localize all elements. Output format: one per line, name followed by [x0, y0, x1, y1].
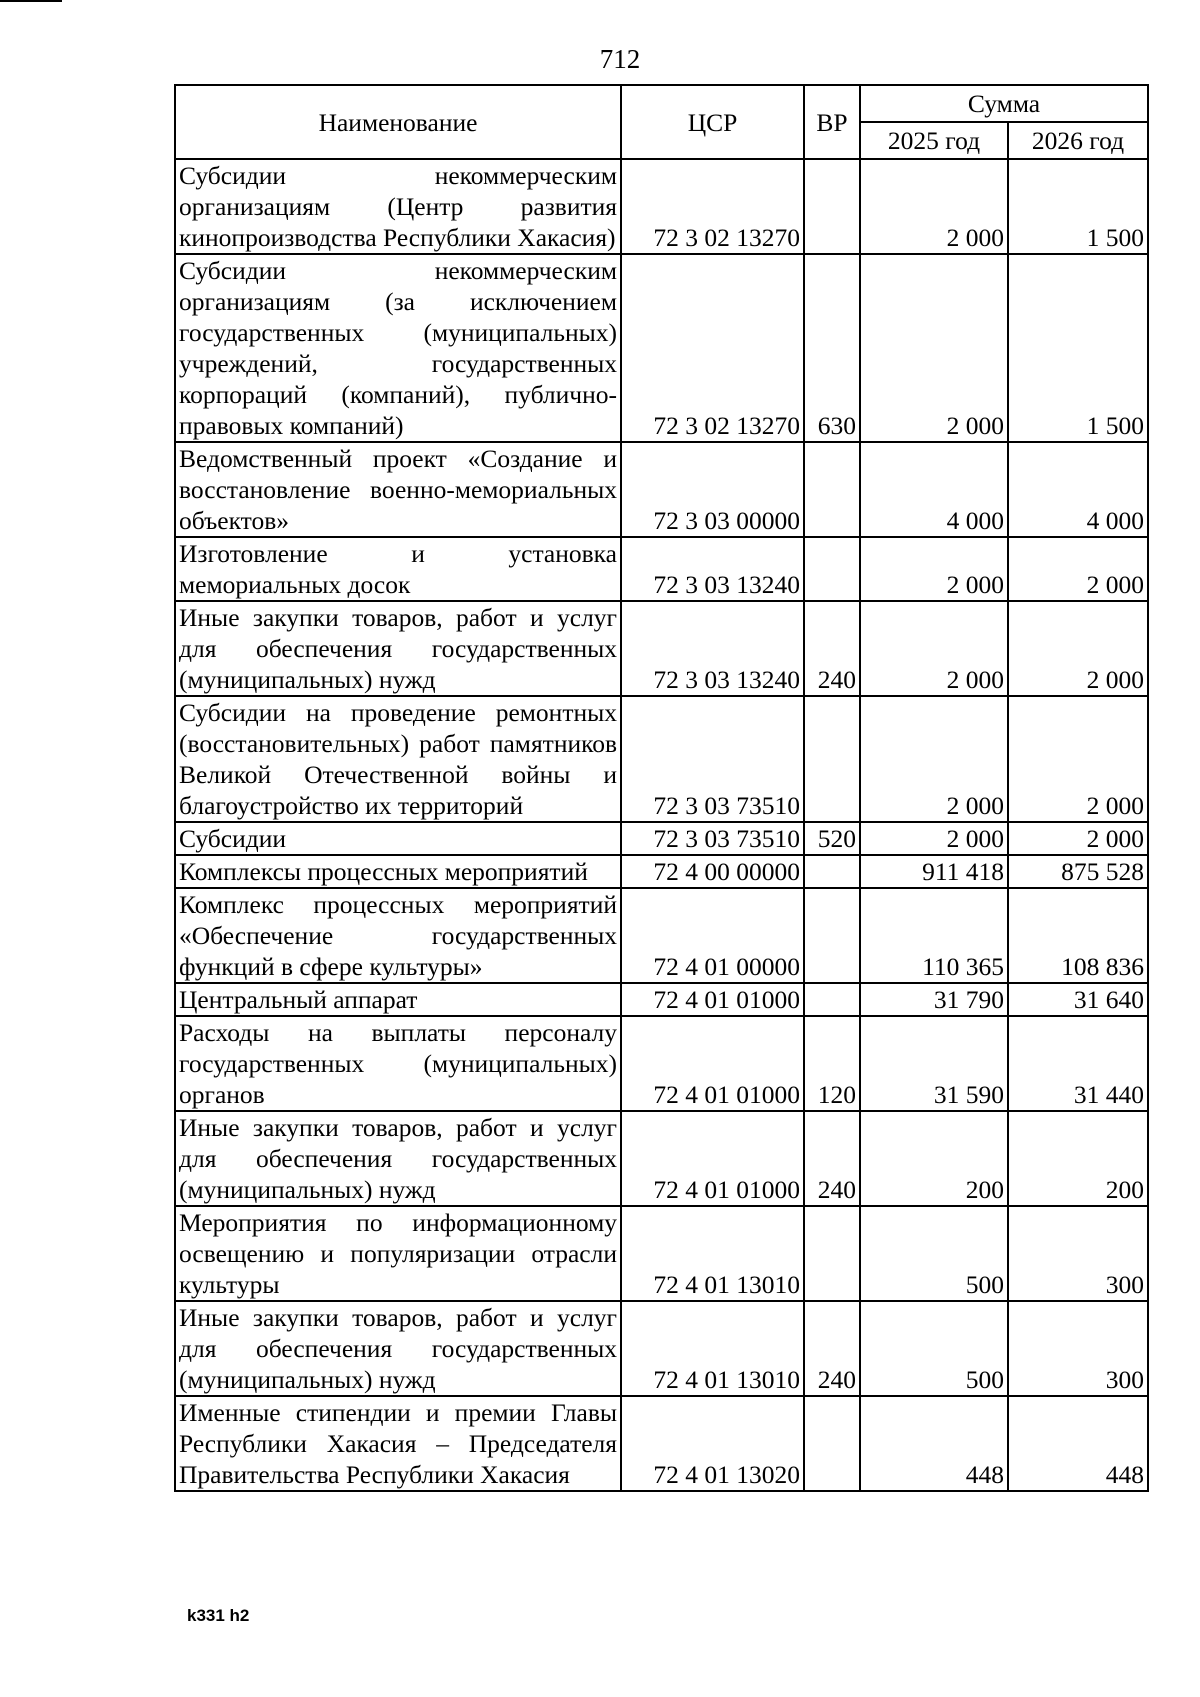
table-row	[175, 822, 1148, 855]
amount-2025-cell: 31 590	[860, 1016, 1008, 1111]
name-cell: Расходы на выплаты персоналу государственных (муниципальных) органов	[175, 1016, 621, 1111]
name-cell: Центральный аппарат	[175, 983, 621, 1016]
amount-2026-cell: 1 500	[1008, 254, 1148, 442]
vr-cell	[804, 983, 860, 1016]
table-body	[175, 159, 1148, 1491]
header-csr: ЦСР	[621, 85, 804, 159]
amount-2025-cell: 31 790	[860, 983, 1008, 1016]
name-cell: Ведомственный проект «Создание и восстановление военно-мемориальных объектов»	[175, 442, 621, 537]
vr-cell	[804, 1396, 860, 1491]
amount-2026-cell: 31 440	[1008, 1016, 1148, 1111]
amount-2025-cell: 4 000	[860, 442, 1008, 537]
csr-cell: 72 4 00 00000	[621, 855, 804, 888]
header-year-2026: 2026 год	[1008, 122, 1148, 159]
amount-2025-cell: 2 000	[860, 537, 1008, 601]
name-cell: Мероприятия по информационному освещению и популяризации отрасли культуры	[175, 1206, 621, 1301]
amount-2025-cell: 448	[860, 1396, 1008, 1491]
name-cell: Комплекс процессных мероприятий «Обеспечение государственных функций в сфере культуры»	[175, 888, 621, 983]
table-row	[175, 159, 1148, 254]
amount-2025-cell: 2 000	[860, 822, 1008, 855]
header-sum: Сумма	[860, 85, 1148, 122]
vr-cell	[804, 1206, 860, 1301]
csr-cell: 72 4 01 13010	[621, 1301, 804, 1396]
name-cell: Изготовление и установка мемориальных досок	[175, 537, 621, 601]
name-cell: Именные стипендии и премии Главы Республики Хакасия – Председателя Правительства Республики Хакасия	[175, 1396, 621, 1491]
csr-cell: 72 4 01 01000	[621, 1016, 804, 1111]
amount-2026-cell: 31 640	[1008, 983, 1148, 1016]
csr-cell: 72 4 01 13010	[621, 1206, 804, 1301]
amount-2026-cell: 875 528	[1008, 855, 1148, 888]
table-row	[175, 254, 1148, 442]
page-number: 712	[599, 44, 641, 74]
amount-2026-cell: 2 000	[1008, 537, 1148, 601]
table-row	[175, 1206, 1148, 1301]
amount-2025-cell: 2 000	[860, 696, 1008, 822]
vr-cell	[804, 537, 860, 601]
table-row	[175, 601, 1148, 696]
amount-2025-cell: 2 000	[860, 159, 1008, 254]
amount-2026-cell: 448	[1008, 1396, 1148, 1491]
footer-code: k331 h2	[187, 1606, 250, 1625]
amount-2026-cell: 300	[1008, 1206, 1148, 1301]
vr-cell	[804, 159, 860, 254]
amount-2026-cell: 200	[1008, 1111, 1148, 1206]
vr-cell	[804, 442, 860, 537]
header-name: Наименование	[175, 85, 621, 159]
csr-cell: 72 3 03 00000	[621, 442, 804, 537]
vr-cell: 520	[804, 822, 860, 855]
table-row	[175, 442, 1148, 537]
csr-cell: 72 4 01 00000	[621, 888, 804, 983]
amount-2025-cell: 500	[860, 1206, 1008, 1301]
name-cell: Субсидии некоммерческим организациям (Центр развития кинопроизводства Республики Хакасия)	[175, 159, 621, 254]
vr-cell	[804, 855, 860, 888]
name-cell: Субсидии некоммерческим организациям (за исключением государственных (муниципальных) учреждений, государственных корпораций (компаний), публично-правовых компаний)	[175, 254, 621, 442]
csr-cell: 72 3 02 13270	[621, 254, 804, 442]
csr-cell: 72 3 02 13270	[621, 159, 804, 254]
table-row	[175, 696, 1148, 822]
amount-2025-cell: 500	[860, 1301, 1008, 1396]
table-row	[175, 888, 1148, 983]
csr-cell: 72 3 03 73510	[621, 696, 804, 822]
csr-cell: 72 3 03 73510	[621, 822, 804, 855]
vr-cell: 240	[804, 601, 860, 696]
corner-mark	[0, 0, 62, 10]
name-cell: Иные закупки товаров, работ и услуг для обеспечения государственных (муниципальных) нужд	[175, 1301, 621, 1396]
header-year-2025: 2025 год	[860, 122, 1008, 159]
csr-cell: 72 4 01 01000	[621, 1111, 804, 1206]
amount-2025-cell: 110 365	[860, 888, 1008, 983]
table-row	[175, 537, 1148, 601]
table-header	[175, 85, 1148, 159]
amount-2026-cell: 2 000	[1008, 696, 1148, 822]
budget-table	[174, 84, 1149, 1492]
vr-cell: 120	[804, 1016, 860, 1111]
csr-cell: 72 3 03 13240	[621, 601, 804, 696]
table-row	[175, 855, 1148, 888]
name-cell: Иные закупки товаров, работ и услуг для обеспечения государственных (муниципальных) нужд	[175, 601, 621, 696]
name-cell: Иные закупки товаров, работ и услуг для обеспечения государственных (муниципальных) нужд	[175, 1111, 621, 1206]
amount-2026-cell: 4 000	[1008, 442, 1148, 537]
amount-2026-cell: 300	[1008, 1301, 1148, 1396]
vr-cell: 240	[804, 1301, 860, 1396]
vr-cell: 240	[804, 1111, 860, 1206]
amount-2025-cell: 2 000	[860, 254, 1008, 442]
amount-2026-cell: 1 500	[1008, 159, 1148, 254]
amount-2026-cell: 108 836	[1008, 888, 1148, 983]
name-cell: Субсидии на проведение ремонтных (восстановительных) работ памятников Великой Отечественной войны и благоустройство их территорий	[175, 696, 621, 822]
header-vr: ВР	[804, 85, 860, 159]
vr-cell	[804, 888, 860, 983]
name-cell: Субсидии	[175, 822, 621, 855]
vr-cell: 630	[804, 254, 860, 442]
amount-2026-cell: 2 000	[1008, 601, 1148, 696]
amount-2025-cell: 911 418	[860, 855, 1008, 888]
amount-2026-cell: 2 000	[1008, 822, 1148, 855]
table-row	[175, 1111, 1148, 1206]
vr-cell	[804, 696, 860, 822]
csr-cell: 72 4 01 01000	[621, 983, 804, 1016]
csr-cell: 72 3 03 13240	[621, 537, 804, 601]
csr-cell: 72 4 01 13020	[621, 1396, 804, 1491]
table-row	[175, 1396, 1148, 1491]
amount-2025-cell: 200	[860, 1111, 1008, 1206]
table-row	[175, 1016, 1148, 1111]
table-row	[175, 1301, 1148, 1396]
table-row	[175, 983, 1148, 1016]
name-cell: Комплексы процессных мероприятий	[175, 855, 621, 888]
amount-2025-cell: 2 000	[860, 601, 1008, 696]
